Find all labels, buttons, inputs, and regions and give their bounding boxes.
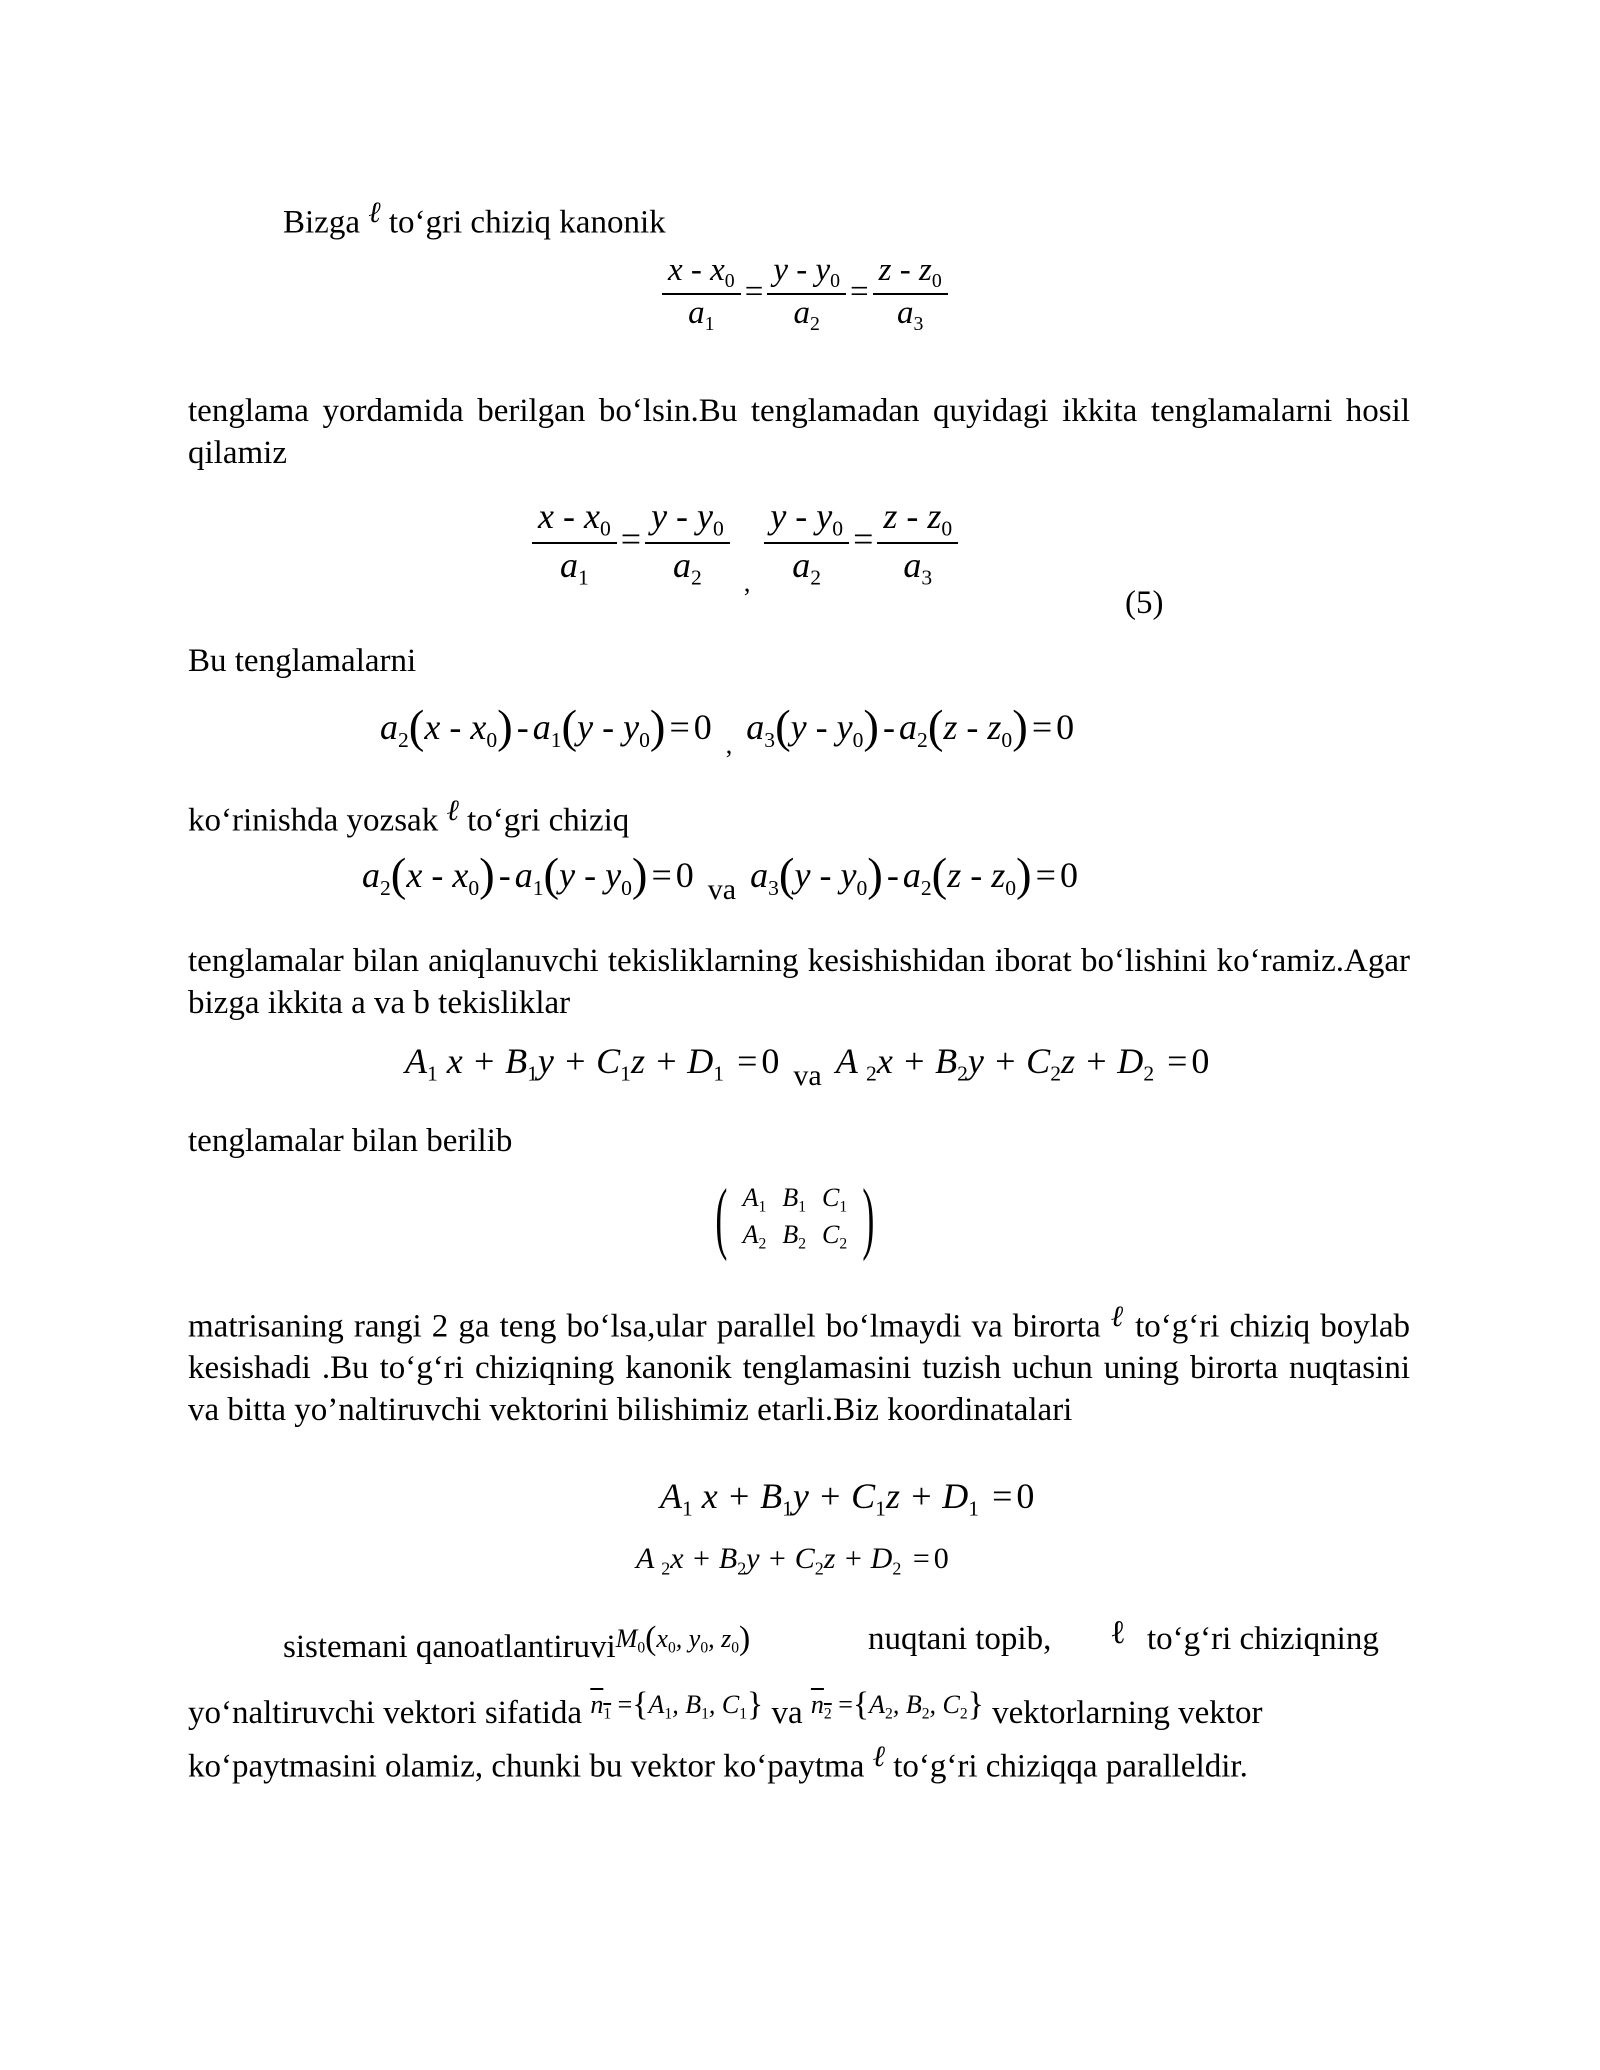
expanded-equations-1: $a_2(x - x_0) - a_1(y - y_0) = 0$ $_,$ $a_3(y - y_0) - a_2(z - z_0) = 0$ xyxy=(380,701,1075,760)
plane-equations: $A_1$ $x + B_1y + C_1z + D_1 = 0$ $_{va}$ A $_2x + B_2y + C_2z + D_2 = 0$ xyxy=(405,1041,1210,1092)
vector-n2: n2 ={A2, B2, C2} xyxy=(810,1686,984,1724)
vector-n1: n1 ={A1, B1, C1} xyxy=(590,1686,764,1724)
paragraph-3: Bu tenglamalarni xyxy=(188,643,417,679)
text-bizga: Bizga xyxy=(283,204,360,241)
canonical-equation: $\frac{x - x_0}{a_1}$ = $\frac{y - y_0}{a_2}$ = $\frac{z - z_0}{a_3}$ xyxy=(662,252,948,336)
expanded-equations-2: $a_2(x - x_0) - a_1(y - y_0) = 0$ $_{va}$ $a_3(y - y_0) - a_2(z - z_0) = 0$ xyxy=(362,849,1078,907)
paragraph-8: sistemani qanoatlantiruvi$^{M_0(x_0, y_0, z_0)}$ xyxy=(283,1620,751,1665)
paragraph-5: tenglamalar bilan aniqlanuvchi tekisliklarning kesishishidan iborat bo‘lishini ko‘ramiz.Agar bizga ikkita a va b tekisliklar xyxy=(188,943,1410,1021)
paragraph-7: matrisaning rangi 2 ga teng bo‘lsa,ular parallel bo‘lmaydi va birorta ℓ to‘g‘ri chiziq boylab kesishadi .Bu to‘g‘ri chiziqning kanonik tenglamasini tuzish uchun uning birorta nuqtasini va bitta yo’naltiruvchi vektorini bilishimiz etarli.Biz koordinatalari xyxy=(188,1301,1411,1429)
equation-number: (5) xyxy=(1125,585,1164,621)
ell-symbol: ℓ xyxy=(446,795,459,827)
coefficient-matrix: ( $A_1$ $B_1$ $C_1$ $A_2$ $B_2$ $C_2$ ) xyxy=(715,1174,875,1262)
two-equations: $\frac{x - x_0}{a_1}$ = $\frac{y - y_0}{a_2}$ $_,$ $\frac{y - y_0}{a_2}$ = $\frac{z - z_0}{a_3}$ xyxy=(532,495,958,598)
paragraph-6: tenglamalar bilan berilib xyxy=(188,1123,513,1159)
system-equation-2: A $_2x + B_2y + C_2z + D_2 = 0$ xyxy=(636,1542,949,1579)
paragraph-2: tenglama yordamida berilgan bo‘lsin.Bu tenglamadan quyidagi ikkita tenglamalarni hosil qilamiz xyxy=(188,393,1410,471)
paragraph-8b: nuqtani topib, xyxy=(868,1621,1052,1657)
ell-symbol: ℓ xyxy=(1110,1301,1125,1333)
point-m0: M0(x0, y0, z0) xyxy=(615,1620,751,1658)
paragraph-10: ko‘paytmasini olamiz, chunki bu vektor ko‘paytma ℓ to‘g‘ri chiziqqa paralleldir. xyxy=(188,1741,1248,1785)
paragraph-8c: to‘g‘ri chiziqning xyxy=(1147,1621,1379,1657)
ell-symbol: ℓ xyxy=(872,1741,885,1773)
paragraph-1 xyxy=(283,192,666,243)
system-equation-1: $A_1$ $x + B_1y + C_1z + D_1 = 0$ xyxy=(660,1476,1035,1521)
ell-symbol: ℓ xyxy=(1110,1615,1126,1651)
ell-symbol: ℓ xyxy=(368,197,381,229)
paragraph-9: yo‘naltiruvchi vektori sifatida $^{n_1 =\{A_1, B_1, C_1\}}$ va $^{n_2 =\{A_2, B_2, C_2\}}$ vektorlarning vektor xyxy=(188,1686,1263,1731)
paragraph-4: ko‘rinishda yozsak ℓ to‘gri chiziq xyxy=(188,795,630,839)
text-togri-chiziq: to‘gri chiziq kanonik xyxy=(388,204,666,241)
